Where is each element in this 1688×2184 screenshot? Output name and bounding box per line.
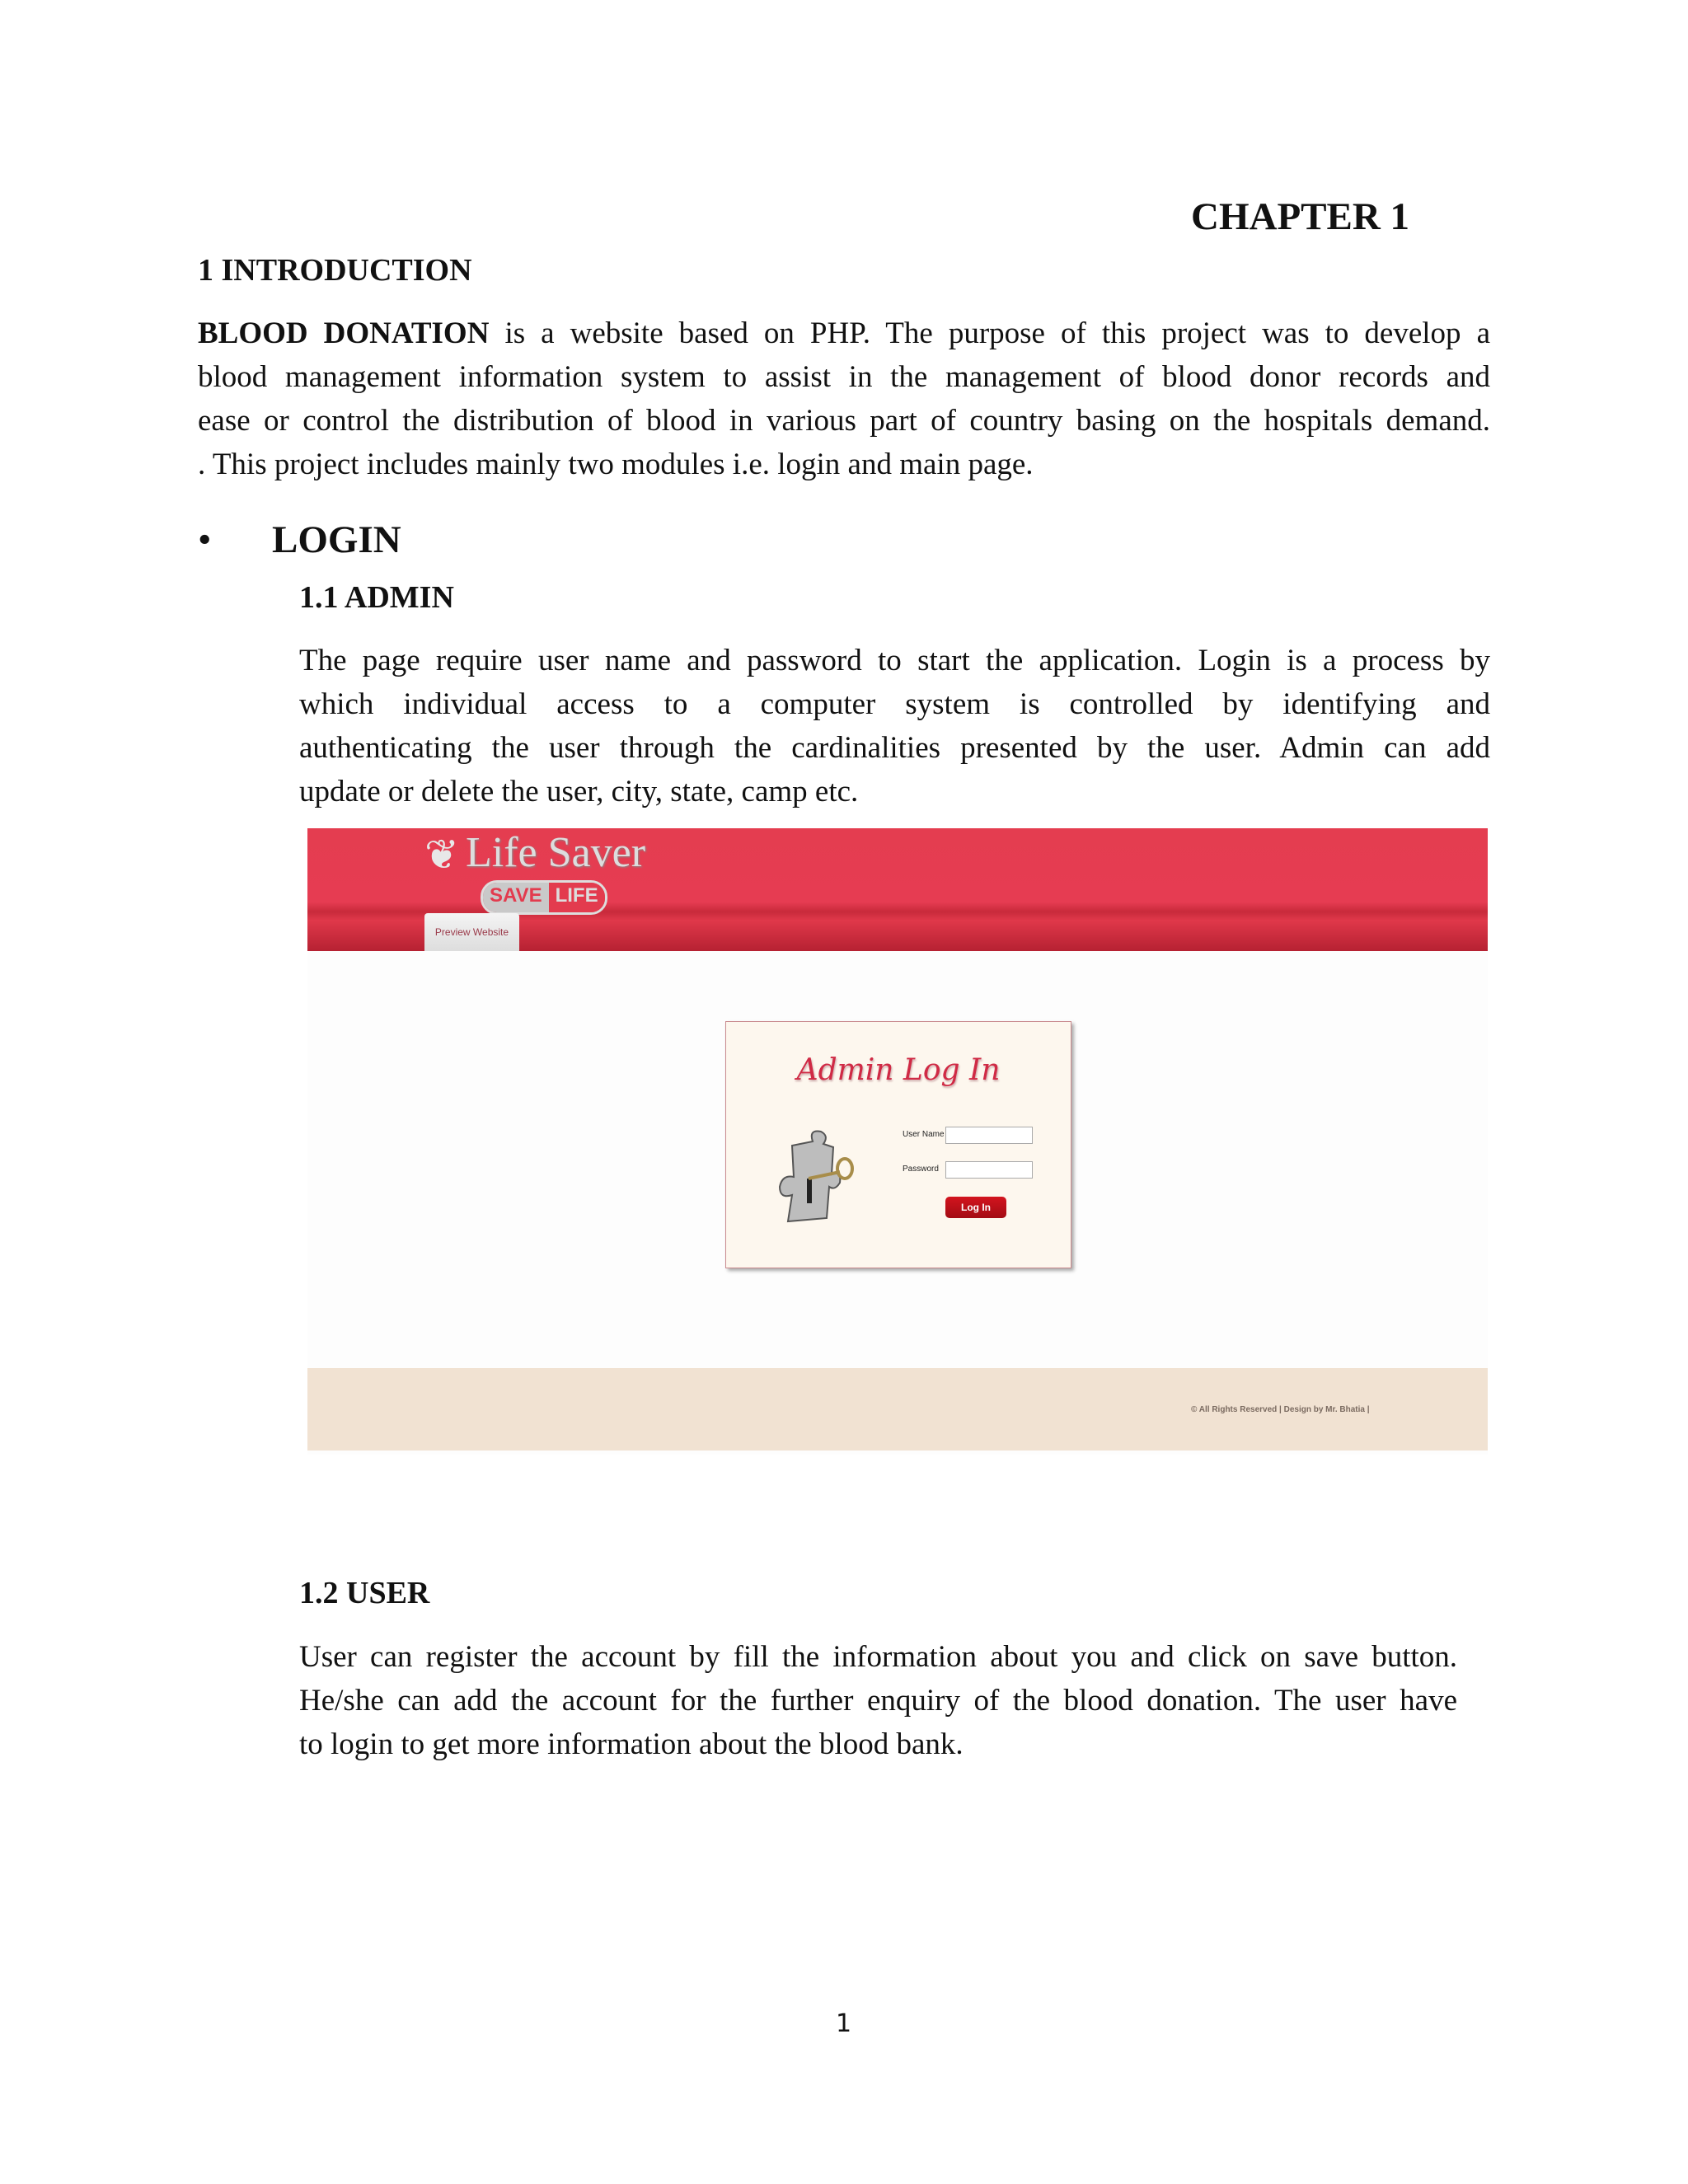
site-logo-text: Life Saver: [466, 829, 646, 876]
admin-line: update or delete the user, city, state, camp etc.: [299, 775, 859, 808]
admin-line: which individual access to a computer system is controlled by identifying and: [299, 687, 1490, 721]
user-heading: 1.2 USER: [299, 1576, 430, 1610]
user-line: He/she can add the account for the further enquiry of the blood donation. The user have: [299, 1684, 1457, 1718]
user-line: User can register the account by fill the information about you and click on save button.: [299, 1640, 1457, 1674]
admin-line: The page require user name and password to start the application. Login is a process by: [299, 644, 1490, 677]
badge-life: LIFE: [549, 883, 605, 912]
password-input[interactable]: [945, 1161, 1033, 1179]
login-heading: LOGIN: [272, 518, 401, 561]
chapter-title: CHAPTER 1: [1191, 195, 1410, 238]
username-input[interactable]: [945, 1127, 1033, 1144]
user-line: to login to get more information about the blood bank.: [299, 1727, 964, 1761]
intro-heading: 1 INTRODUCTION: [198, 253, 472, 288]
intro-line: ease or control the distribution of blood in various part of country basing on the hospitals demand.: [198, 404, 1490, 438]
intro-line: blood management information system to assist in the management of blood donor records and: [198, 360, 1490, 394]
form-title: Admin Log In: [796, 1053, 1001, 1087]
login-button[interactable]: Log In: [945, 1197, 1006, 1218]
preview-website-tab[interactable]: Preview Website: [424, 913, 519, 951]
admin-login-box: [725, 1021, 1071, 1268]
puzzle-key-icon: [776, 1129, 854, 1224]
footer-text: © All Rights Reserved | Design by Mr. Bhatia |: [1191, 1405, 1370, 1414]
intro-line: . This project includes mainly two modules i.e. login and main page.: [198, 448, 1034, 481]
intro-bold-lead: BLOOD DONATION: [198, 316, 490, 350]
admin-heading: 1.1 ADMIN: [299, 580, 454, 615]
password-label: Password: [903, 1165, 939, 1174]
admin-paragraph: [299, 639, 1490, 813]
site-footer: [307, 1368, 1488, 1451]
intro-paragraph: [198, 312, 1490, 486]
intro-line: BLOOD DONATION is a website based on PHP. The purpose of this project was to develop a: [198, 316, 1490, 350]
page-number: 1: [836, 2009, 852, 2038]
user-paragraph: [299, 1635, 1457, 1766]
badge-save: SAVE: [483, 883, 549, 912]
save-life-badge: [481, 880, 607, 915]
admin-line: authenticating the user through the cardinalities presented by the user. Admin can add: [299, 731, 1490, 765]
heart-logo-icon: ❦: [424, 832, 459, 878]
username-label: User Name: [903, 1130, 945, 1139]
bullet-icon: •: [198, 518, 212, 561]
